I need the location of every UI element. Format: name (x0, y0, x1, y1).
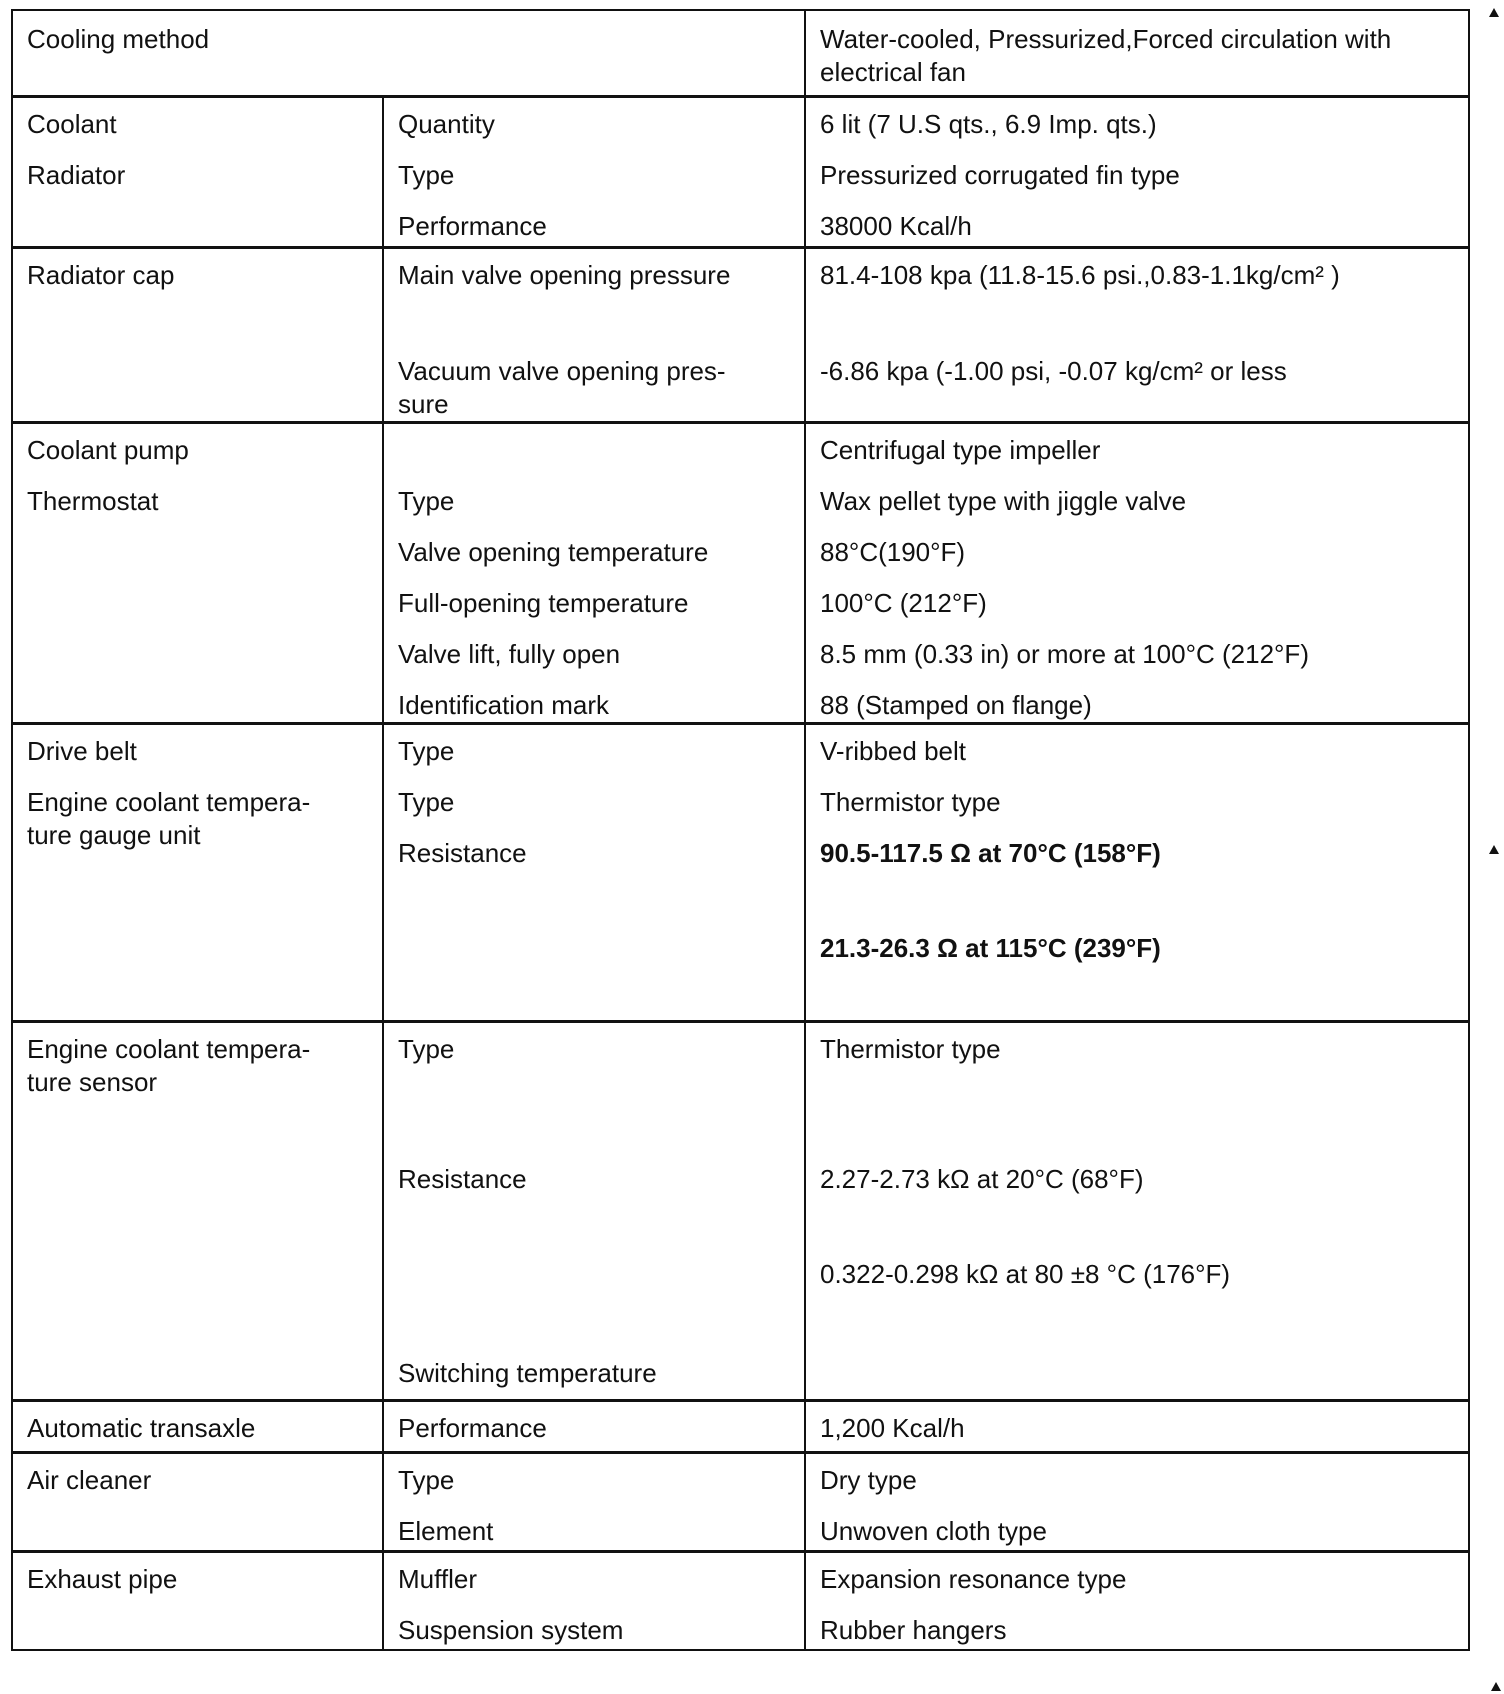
value-sensor-type: Thermistor type (820, 1033, 1001, 1064)
item-radiator-cap: Radiator cap (27, 259, 175, 290)
item-coolant: Coolant (27, 108, 117, 139)
cell-cap-item (12, 247, 383, 422)
spec-identification-mark: Identification mark (398, 689, 609, 720)
spec-gauge-resistance: Resistance (398, 837, 527, 868)
spec-main-valve: Main valve opening pressure (398, 259, 731, 290)
item-coolant-pump: Coolant pump (27, 434, 189, 465)
cell-cap-specs (383, 247, 805, 422)
cell-exhaust-specs (383, 1551, 805, 1650)
value-air-type: Dry type (820, 1464, 917, 1495)
row-exhaust (12, 1551, 1469, 1650)
cell-cooling-method-label (12, 10, 805, 96)
cell-sensor-item (12, 1021, 383, 1400)
item-drive-belt: Drive belt (27, 735, 137, 766)
item-exhaust-pipe: Exhaust pipe (27, 1563, 178, 1594)
value-sensor-resistance-80c: 0.322-0.298 kΩ at 80 ±8 °C (176°F) (820, 1258, 1231, 1289)
cell-exhaust-values (805, 1551, 1469, 1650)
spec-sensor-type: Type (398, 1033, 455, 1064)
row-air-cleaner (12, 1452, 1469, 1551)
cell-coolant-items (12, 96, 383, 247)
spec-air-element: Element (398, 1515, 494, 1546)
spec-belt-type: Type (398, 735, 455, 766)
scan-mark-middle (1489, 845, 1499, 854)
spec-switching-temp: Switching temperature (398, 1357, 657, 1388)
cell-air-specs (383, 1452, 805, 1551)
cell-transaxle-item (12, 1400, 383, 1452)
spec-gauge-type: Type (398, 786, 455, 817)
value-valve-opening-temp: 88°C(190°F) (820, 536, 966, 567)
value-thermostat-type: Wax pellet type with jiggle valve (820, 485, 1187, 516)
cell-air-item (12, 1452, 383, 1551)
cell-cooling-method-value (805, 10, 1469, 96)
row-transaxle (12, 1400, 1469, 1452)
item-radiator: Radiator (27, 159, 126, 190)
cell-transaxle-value (805, 1400, 1469, 1452)
cell-belt-items (12, 723, 383, 1021)
value-suspension-system: Rubber hangers (820, 1614, 1007, 1645)
spec-valve-opening-temp: Valve opening temperature (398, 536, 709, 567)
spec-muffler: Muffler (398, 1563, 477, 1594)
row-pump-thermostat (12, 422, 1469, 723)
value-air-element: Unwoven cloth type (820, 1515, 1047, 1546)
value-radiator-performance: 38000 Kcal/h (820, 210, 972, 241)
value-muffler: Expansion resonance type (820, 1563, 1127, 1594)
item-temp-sensor: Engine coolant tempera-ture sensor (27, 1033, 311, 1097)
cell-exhaust-item (12, 1551, 383, 1650)
item-air-cleaner: Air cleaner (27, 1464, 152, 1495)
row-belt-gauge (12, 723, 1469, 1021)
spec-suspension-system: Suspension system (398, 1614, 624, 1645)
row-temp-sensor (12, 1021, 1469, 1400)
spec-quantity: Quantity (398, 108, 495, 139)
item-thermostat: Thermostat (27, 485, 159, 516)
item-cooling-method: Cooling method (27, 24, 210, 54)
spec-valve-lift: Valve lift, fully open (398, 638, 621, 669)
cell-sensor-values (805, 1021, 1469, 1400)
spec-air-type: Type (398, 1464, 455, 1495)
cell-pump-specs (383, 422, 805, 723)
value-transaxle-performance: 1,200 Kcal/h (820, 1412, 965, 1443)
cell-coolant-values (805, 96, 1469, 247)
cell-pump-values (805, 422, 1469, 723)
cell-coolant-specs (383, 96, 805, 247)
spec-thermostat-type: Type (398, 485, 455, 516)
value-cooling-method: Water-cooled, Pressurized,Forced circulation with electrical fan (820, 24, 1392, 87)
value-quantity: 6 lit (7 U.S qts., 6.9 Imp. qts.) (820, 108, 1157, 139)
value-valve-lift: 8.5 mm (0.33 in) or more at 100°C (212°F) (820, 638, 1309, 669)
cell-sensor-specs (383, 1021, 805, 1400)
value-full-opening-temp: 100°C (212°F) (820, 587, 987, 618)
value-gauge-type: Thermistor type (820, 786, 1001, 817)
value-pump-type: Centrifugal type impeller (820, 434, 1101, 465)
cooling-spec-table (11, 9, 1470, 1651)
value-identification-mark: 88 (Stamped on flange) (820, 689, 1092, 720)
spec-radiator-type: Type (398, 159, 455, 190)
value-main-valve: 81.4-108 kpa (11.8-15.6 psi.,0.83-1.1kg/cm² ) (820, 259, 1340, 290)
spec-vacuum-valve: Vacuum valve opening pres-sure (398, 355, 726, 419)
item-automatic-transaxle: Automatic transaxle (27, 1412, 256, 1443)
value-sensor-resistance-20c: 2.27-2.73 kΩ at 20°C (68°F) (820, 1163, 1144, 1194)
cell-belt-values (805, 723, 1469, 1021)
item-gauge-unit: Engine coolant tempera-ture gauge unit (27, 786, 311, 850)
cell-cap-values (805, 247, 1469, 422)
row-radiator-cap (12, 247, 1469, 422)
row-cooling-method (12, 10, 1469, 96)
cell-air-values (805, 1452, 1469, 1551)
cell-pump-items (12, 422, 383, 723)
value-gauge-resistance-70c: 90.5-117.5 Ω at 70°C (158°F) (820, 837, 1161, 868)
value-vacuum-valve: -6.86 kpa (-1.00 psi, -0.07 kg/cm² or less (820, 355, 1287, 386)
cell-belt-specs (383, 723, 805, 1021)
scan-mark-top (1489, 8, 1499, 17)
value-radiator-type: Pressurized corrugated fin type (820, 159, 1180, 190)
scan-mark-bottom (1491, 1682, 1501, 1691)
spec-sensor-resistance: Resistance (398, 1163, 527, 1194)
row-coolant-radiator (12, 96, 1469, 247)
cell-transaxle-spec (383, 1400, 805, 1452)
value-belt-type: V-ribbed belt (820, 735, 966, 766)
spec-transaxle-performance: Performance (398, 1412, 547, 1443)
spec-full-opening-temp: Full-opening temperature (398, 587, 689, 618)
value-gauge-resistance-115c: 21.3-26.3 Ω at 115°C (239°F) (820, 932, 1161, 963)
spec-radiator-performance: Performance (398, 210, 547, 241)
